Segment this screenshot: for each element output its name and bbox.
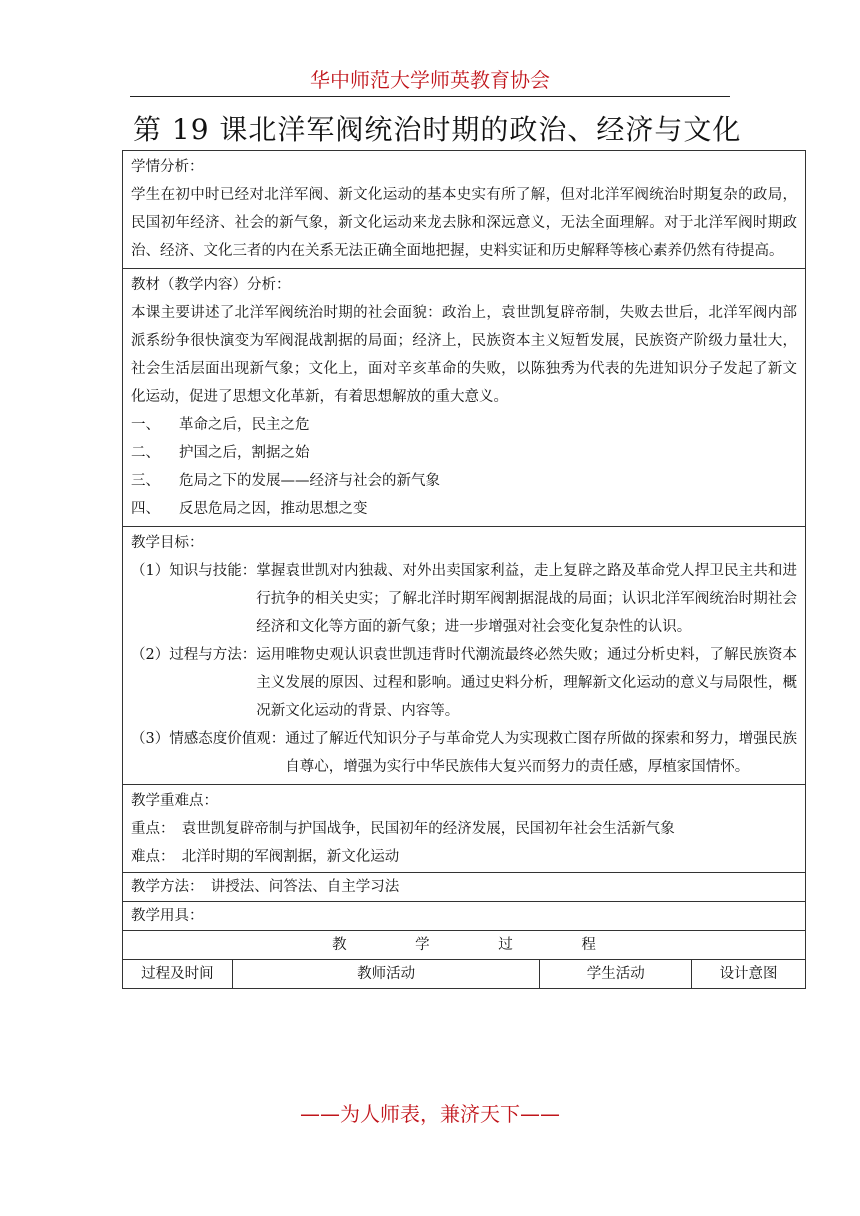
process-title: 教 学 过 程	[123, 931, 806, 960]
outline-item-text: 革命之后，民主之危	[179, 417, 310, 433]
goal-text: 掌握袁世凯对内独裁、对外出卖国家利益，走上复辟之路及革命党人捍卫民主共和进行抗争的相关史实；了解北洋时期军阀割据混战的局面；认识北洋军阀统治时期社会经济和文化等方面的新气象；进一步增强对社会变化复杂性的认识。	[256, 563, 797, 635]
teaching-tools: 教学用具：	[123, 902, 806, 931]
outline-item	[131, 439, 797, 467]
teaching-goals-row	[123, 527, 806, 785]
outline-item-number: 一、	[131, 417, 160, 433]
column-header-teacher-activity: 教师活动	[232, 960, 540, 989]
teaching-methods: 教学方法： 讲授法、问答法、自主学习法	[123, 873, 806, 902]
outline-item-text: 护国之后，割据之始	[179, 445, 310, 461]
difficulty-text: 难点： 北洋时期的军阀割据，新文化运动	[131, 849, 400, 865]
outline-item-text: 危局之下的发展——经济与社会的新气象	[179, 473, 440, 489]
focus-text: 重点： 袁世凯复辟帝制与护国战争，民国初年的经济发展，民国初年社会生活新气象	[131, 821, 675, 837]
column-header-student-activity: 学生活动	[540, 960, 692, 989]
lesson-plan-table	[122, 150, 806, 989]
outline-item	[131, 411, 797, 439]
lesson-title: 第 19 课北洋军阀统治时期的政治、经济与文化	[133, 113, 742, 146]
teaching-goals-label: 教学目标：	[131, 535, 204, 551]
goal-text: 通过了解近代知识分子与革命党人为实现救亡图存所做的探索和努力，增强民族自尊心，增强为实行中华民族伟大复兴而努力的责任感，厚植家国情怀。	[285, 731, 797, 775]
outline-item-number: 三、	[131, 473, 160, 489]
methods-row	[123, 873, 806, 902]
material-analysis-row	[123, 269, 806, 527]
outline-item-number: 四、	[131, 501, 160, 517]
goal-text: 运用唯物史观认识袁世凯违背时代潮流最终必然失败；通过分析史料，了解民族资本主义发展的原因、过程和影响。通过史料分析，理解新文化运动的意义与局限性，概况新文化运动的背景、内容等。	[256, 647, 797, 719]
column-header-stage-time: 过程及时间	[123, 960, 233, 989]
material-analysis-label: 教材（教学内容）分析：	[131, 277, 291, 293]
learner-analysis-text: 学生在初中时已经对北洋军阀、新文化运动的基本史实有所了解，但对北洋军阀统治时期复杂的政局，民国初年经济、社会的新气象，新文化运动来龙去脉和深远意义，无法全面理解。对于北洋军阀时期政治、经济、文化三者的内在关系无法正确全面地把握，史料实证和历史解释等核心素养仍然有待提高。	[131, 187, 797, 259]
process-header-row	[123, 960, 806, 989]
outline-item	[131, 467, 797, 495]
footer-motto: ——为人师表，兼济天下——	[300, 1102, 560, 1126]
goal-heading: （2）过程与方法：	[131, 647, 257, 663]
outline-item-number: 二、	[131, 445, 160, 461]
learner-analysis-label: 学情分析：	[131, 159, 204, 175]
outline-item-text: 反思危局之因，推动思想之变	[179, 501, 368, 517]
header-divider	[130, 96, 730, 97]
tools-row	[123, 902, 806, 931]
outline-item	[131, 495, 797, 523]
goal-heading: （3）情感态度价值观：	[131, 731, 286, 747]
goal-item	[131, 557, 797, 641]
goal-heading: （1）知识与技能：	[131, 563, 257, 579]
material-analysis-text: 本课主要讲述了北洋军阀统治时期的社会面貌：政治上，袁世凯复辟帝制，失败去世后，北洋军阀内部派系纷争很快演变为军阀混战割据的局面；经济上，民族资本主义短暂发展，民族资产阶级力量壮大，社会生活层面出现新气象；文化上，面对辛亥革命的失败，以陈独秀为代表的先进知识分子发起了新文化运动，促进了思想文化革新，有着思想解放的重大意义。	[131, 305, 797, 405]
goal-item	[131, 641, 797, 725]
key-points-label: 教学重难点：	[131, 793, 218, 809]
column-header-design-intent: 设计意图	[692, 960, 806, 989]
key-points-row	[123, 785, 806, 873]
goal-item	[131, 725, 797, 781]
learner-analysis-row	[123, 151, 806, 269]
organization-header: 华中师范大学师英教育协会	[310, 68, 550, 92]
process-title-row	[123, 931, 806, 960]
